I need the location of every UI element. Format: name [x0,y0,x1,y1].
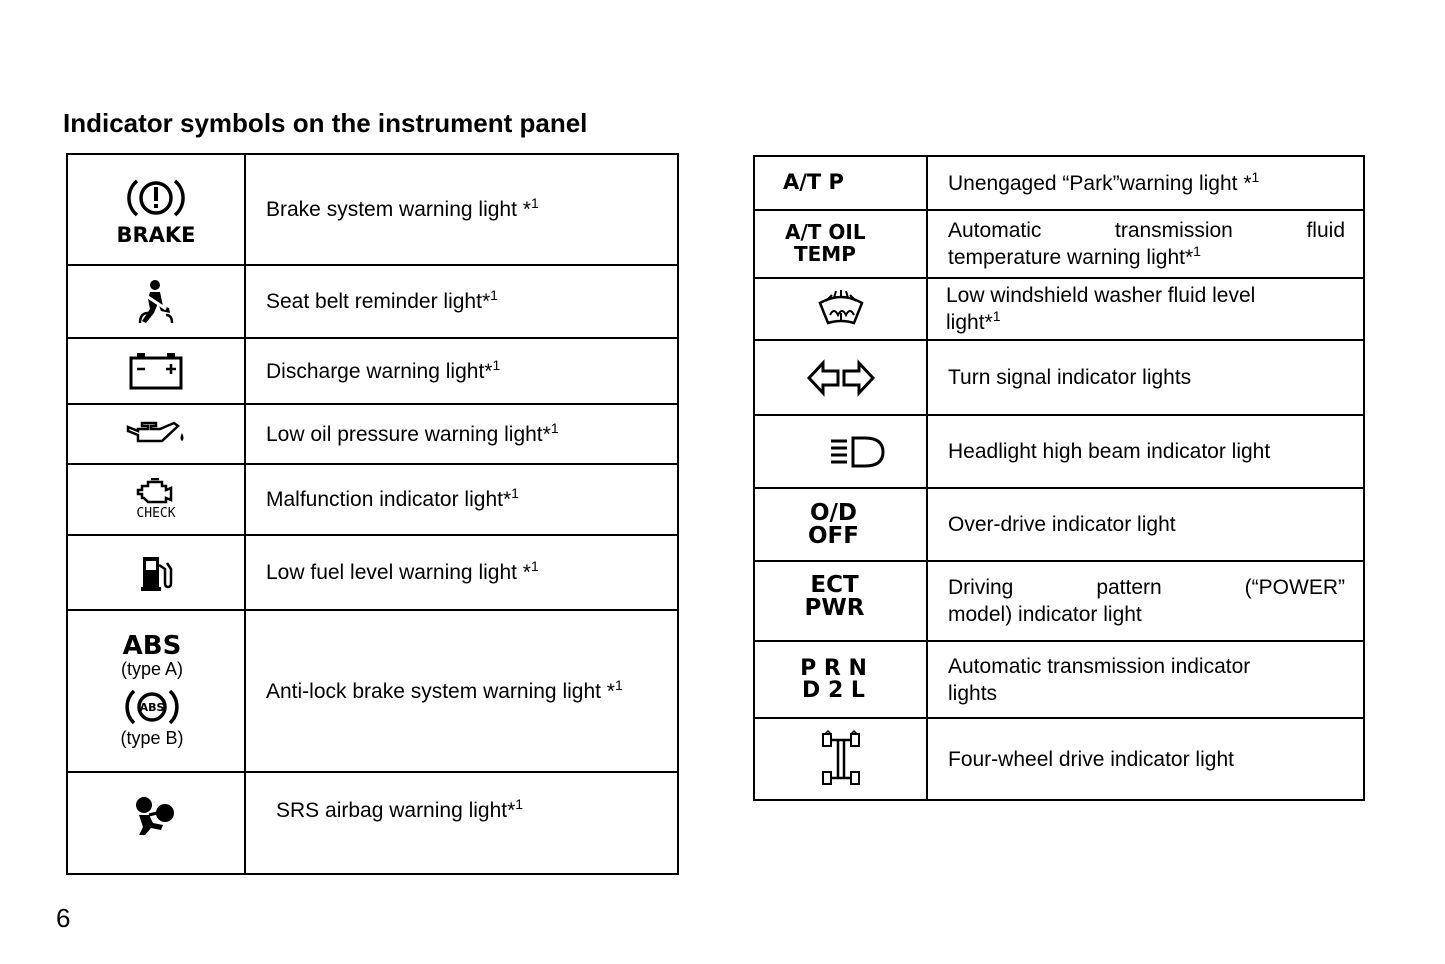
page-number: 6 [56,903,71,933]
table-row: Low oil pressure warning light*$^1$ [67,404,678,464]
table-row: BRAKE Brake system warning light *$^1$ [67,154,678,265]
abs-badge-text: ABS [139,701,165,714]
washer-description-line2: light* [946,311,993,334]
table-row: Low windshield washer fluid level light*$^1$ [754,278,1364,340]
check-label: CHECK [136,505,176,521]
table-row: A/T OIL TEMP Automatic transmission fluid temperature warning light*$^1$ [754,210,1364,278]
seat-belt-icon [136,279,176,325]
high-beam-description: Headlight high beam indicator light [948,440,1271,463]
at-fluid-description-line2: temperature warning light* [948,246,1194,269]
table-row: Seat belt reminder light*$^1$ [67,265,678,338]
at-oil-symbol: A/T OIL [785,220,866,244]
fuel-pump-icon [139,553,173,593]
at-indicator-description-line1: Automatic transmission indicator [948,654,1251,678]
left-indicator-table [66,153,679,875]
seat-belt-description: Seat belt reminder light* [266,290,491,313]
table-row [754,641,1364,718]
oil-can-icon [124,419,188,449]
page-title: Indicator symbols on the instrument panel [63,108,588,138]
type-b-label: (type B) [120,728,184,748]
four-wheel-drive-description: Four-wheel drive indicator light [948,747,1234,771]
high-beam-icon [829,435,887,469]
type-a-label: (type A) [120,659,184,679]
abs-icon [124,686,180,728]
turn-signal-icon [806,359,876,397]
table-row [754,488,1364,561]
malfunction-description: Malfunction indicator light* [266,488,512,511]
table-row: CHECK Malfunction indicator light*$^1$ [67,464,678,535]
at-indicator-description-line2: lights [948,681,998,705]
pwr-symbol: PWR [804,595,865,621]
table-row: SRS airbag warning light*$^1$ [67,772,678,874]
table-row [754,340,1364,415]
four-wheel-drive-icon [821,730,861,788]
airbag-description: SRS airbag warning light* [276,799,516,822]
right-indicator-table [753,155,1365,801]
temp-symbol: TEMP [794,242,856,266]
ect-symbol: ECT [810,572,859,598]
driving-pattern-description-line1: Driving pattern (“POWER” [948,576,1345,599]
od-symbol: O/D [809,499,858,526]
fuel-level-description: Low fuel level warning light * [266,561,531,584]
windshield-washer-icon [816,289,866,329]
table-row [754,415,1364,488]
table-row: A/T P Unengaged “Park”warning light *$^1$ [754,156,1364,210]
driving-pattern-description-line2: model) indicator light [948,603,1142,626]
oil-pressure-description: Low oil pressure warning light* [266,422,551,446]
overdrive-description: Over-drive indicator light [948,513,1176,536]
table-row: ABS (type A) ABS (type B) Anti-lock brake system warning light *$^1$ [67,610,678,772]
turn-signal-description: Turn signal indicator lights [948,366,1192,389]
battery-icon [128,351,184,391]
engine-check-icon [136,478,176,504]
d2l-symbol: D 2 L [802,677,865,703]
prn-symbol: P R N [800,655,867,681]
discharge-description: Discharge warning light* [266,359,493,383]
at-fluid-description-line1: Automatic transmission fluid [948,219,1345,242]
washer-description-line1: Low windshield washer fluid level [946,284,1256,307]
table-row: Low fuel level warning light *$^1$ [67,535,678,610]
brake-label: BRAKE [116,222,196,247]
table-row [754,561,1364,641]
abs-label: ABS [122,631,182,661]
table-row [754,718,1364,800]
brake-warning-icon [126,173,186,223]
off-symbol: OFF [808,522,859,549]
park-description: Unengaged “Park”warning light * [948,171,1252,195]
atp-symbol: A/T P [783,170,844,194]
brake-description: Brake system warning light * [266,198,531,221]
table-row: Discharge warning light*$^1$ [67,338,678,404]
airbag-icon [133,795,179,837]
abs-description: Anti-lock brake system warning light * [266,679,615,703]
